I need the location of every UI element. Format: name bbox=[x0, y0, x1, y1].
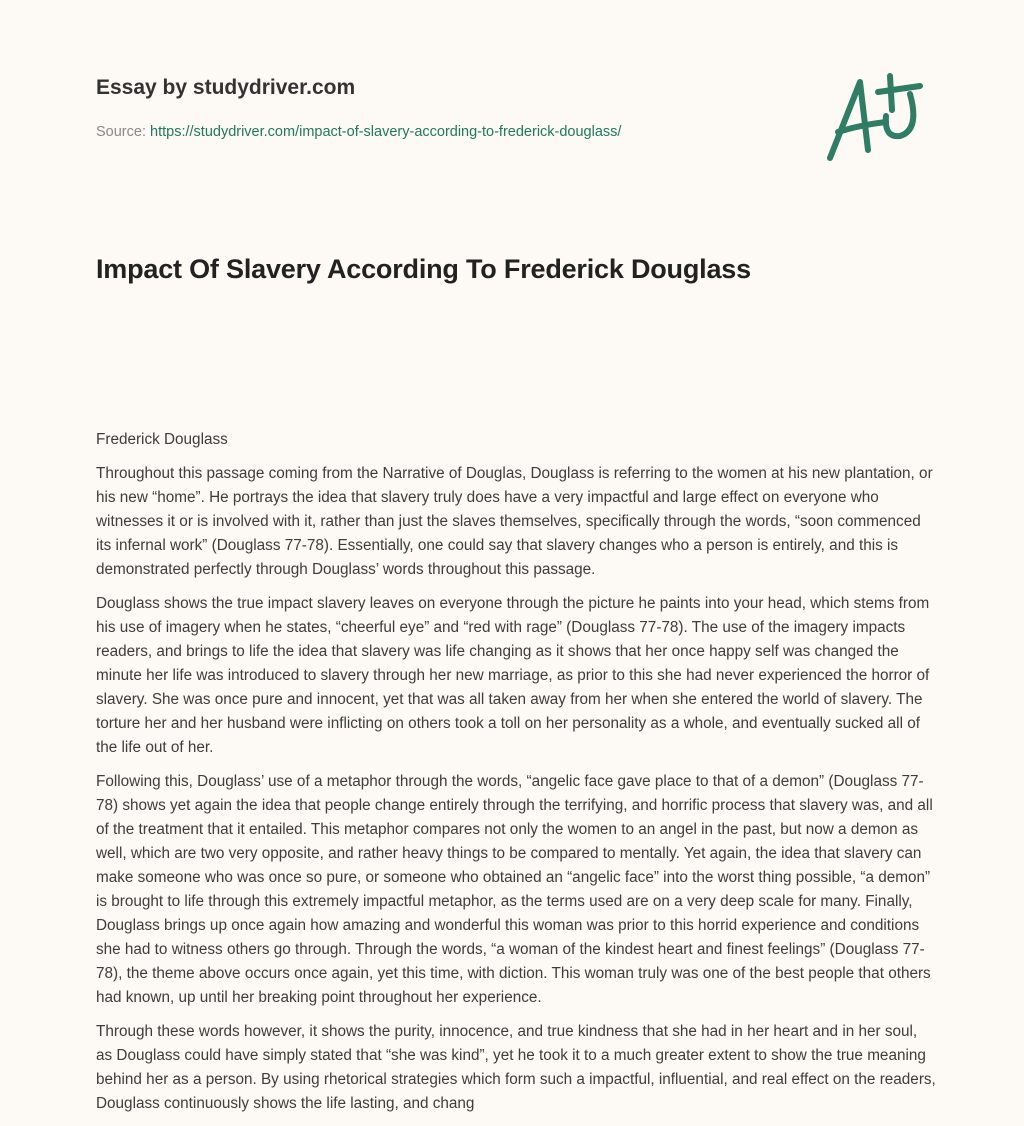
site-brand: Essay by studydriver.com bbox=[96, 76, 356, 99]
essay-paragraph: Following this, Douglass’ use of a metaphor through the words, “angelic face gave place to that of a demon” (Douglass 77-78) shows yet again the idea that people change entirely through the terrifying, and horrific process that slavery was, and all of the treatment that it entailed. This metaphor compares not only the women to an angel in the past, but now a demon as well, which are two very opposite, and rather heavy things to be compared to mentally. Yet again, the idea that slavery can make someone who was once so pure, or someone who obtained an “angelic face” into the worst thing possible, “a demon” is brought to life through this extremely impactful metaphor, as the terms used are on a very deep scale for many. Finally, Douglass brings up once again how amazing and wonderful this woman was prior to this horrid experience and conditions she had to witness others go through. Through the words, “a woman of the kindest heart and finest feelings” (Douglass 77-78), the theme above occurs once again, yet this time, with diction. This woman truly was one of the best people that others had known, up until her breaking point throughout her experience. bbox=[96, 773, 933, 1006]
essay-subtitle: Frederick Douglass bbox=[96, 431, 228, 448]
essay-paragraph: Douglass shows the true impact slavery leaves on everyone through the picture he paints into your head, which stems from his use of imagery when he states, “cheerful eye” and “red with rage” (Douglass 77-78). The use of the imagery impacts readers, and brings to life the idea that slavery was life changing as it shows that her once happy self was changed the minute her life was introduced to slavery through her new marriage, as prior to this she had never experienced the horror of slavery. She was once pure and innocent, yet that was all taken away from her when she entered the world of slavery. The torture her and her husband were inflicting on others took a toll on her personality as a whole, and eventually sucked all of the life out of her. bbox=[96, 595, 930, 756]
source-link[interactable]: https://studydriver.com/impact-of-slavery-according-to-frederick-douglass/ bbox=[150, 124, 622, 140]
essay-paragraph: Throughout this passage coming from the Narrative of Douglas, Douglass is referring to the women at his new plantation, or his new “home”. He portrays the idea that slavery truly does have a very impactful and large effect on everyone who witnesses it or is involved with it, rather than just the slaves themselves, specifically through the words, “soon commenced its infernal work” (Douglass 77-78). Essentially, one could say that slavery changes who a person is entirely, and this is demonstrated perfectly through Douglass’ words throughout this passage. bbox=[96, 465, 933, 578]
essay-body bbox=[96, 428, 936, 1126]
essay-paragraph: Through these words however, it shows the purity, innocence, and true kindness that she had in her heart and in her soul, as Douglass could have simply stated that “she was kind”, yet he took it to a much greater extent to show the true meaning behind her as a person. By using rhetorical strategies which form such a impactful, influential, and real effect on the readers, Douglass continuously shows the life lasting, and chang bbox=[96, 1023, 936, 1112]
source-label: Source: bbox=[96, 124, 146, 140]
source-line bbox=[96, 124, 621, 140]
a-plus-logo-icon bbox=[820, 70, 930, 170]
essay-title: Impact Of Slavery According To Frederick Douglass bbox=[96, 254, 751, 284]
